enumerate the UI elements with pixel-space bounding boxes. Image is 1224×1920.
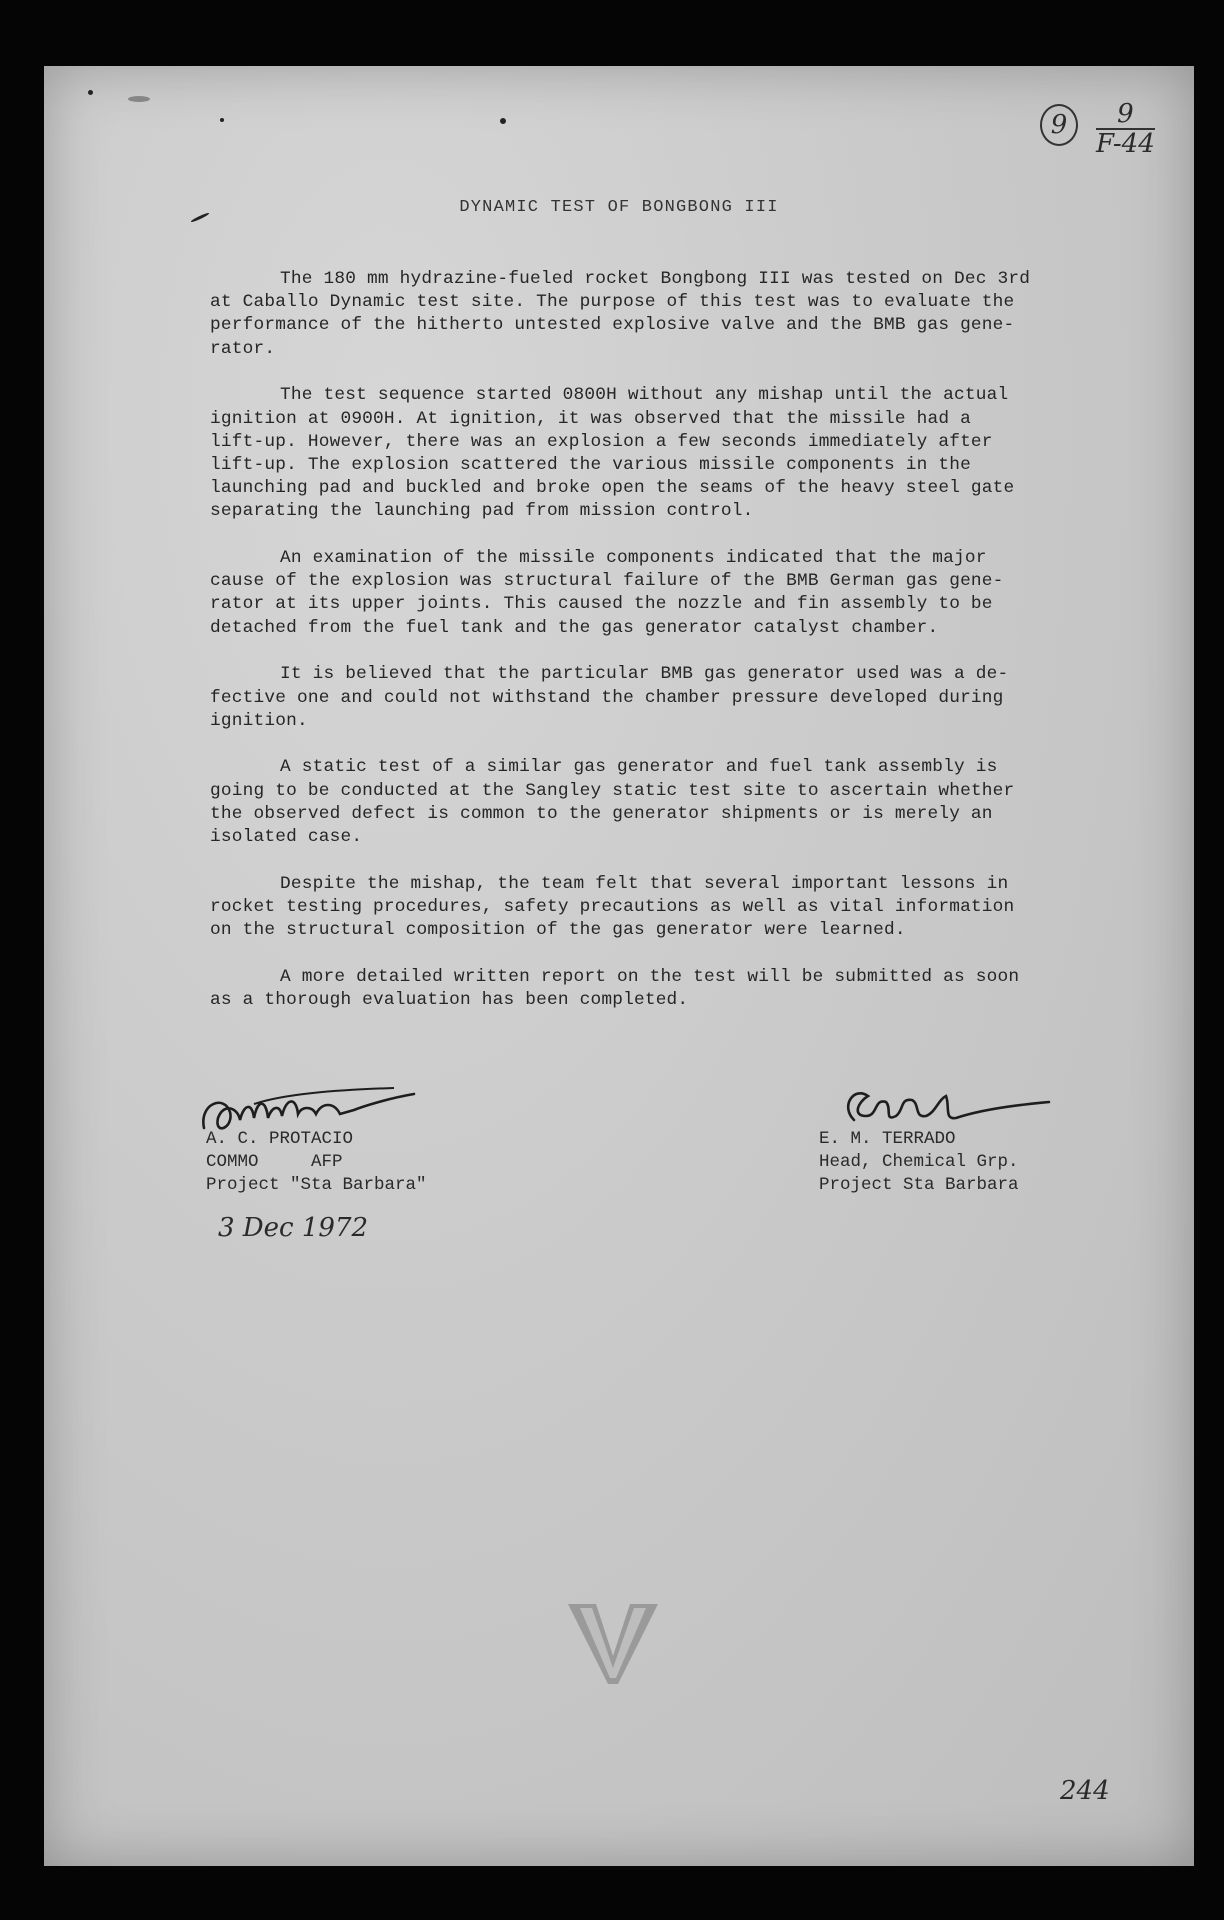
paragraph-1: The 180 mm hydrazine-fueled rocket Bongbong III was tested on Dec 3rd at Caballo Dynamic test site. The purpose of this test was to evaluate the performance of the hitherto untested explosive valve and the BMB gas gene- rator. xyxy=(210,269,1031,359)
handwritten-date: 3 Dec 1972 xyxy=(218,1213,369,1243)
document-body xyxy=(210,268,1113,1036)
paragraph-4: It is believed that the particular BMB gas generator used was a de- fective one and could not withstand the chamber pressure developed during ignition. xyxy=(210,664,1009,731)
paragraph-5: A static test of a similar gas generator and fuel tank assembly is going to be conducted at the Sangley static test site to ascertain whether the observed defect is common to the generator shipments or is merely an isolated case. xyxy=(210,757,1015,848)
signatory-left-rank: COMMO AFP xyxy=(206,1152,343,1172)
scan-speck xyxy=(88,90,93,95)
folio-mark xyxy=(1096,100,1155,158)
page-number: 244 xyxy=(1060,1776,1110,1806)
folio-number: 9 xyxy=(1096,100,1155,130)
paragraph-7: A more detailed written report on the test will be submitted as soon as a thorough evaluation has been completed. xyxy=(210,966,1020,1011)
scan-speck xyxy=(128,96,150,102)
paragraph-2: The test sequence started 0800H without any mishap until the actual ignition at 0900H. At ignition, it was observed that the missile had a lift-up. However, there was an explosion a few seconds immediately after lift-up. The explosion scattered the various missile components in the launching pad and buckled and broke open the seams of the heavy steel gate separating the launching pad from mission control. xyxy=(210,385,1015,522)
paragraph-6: Despite the mishap, the team felt that several important lessons in rocket testing procedures, safety precautions as well as vital information on the structural composition of the gas generator were learned. xyxy=(210,873,1015,941)
signatory-right-project: Project Sta Barbara xyxy=(819,1175,1019,1195)
folio-code: F-44 xyxy=(1096,129,1155,159)
archive-v-logo-icon xyxy=(568,1604,658,1684)
signatory-left-project: Project "Sta Barbara" xyxy=(206,1175,427,1195)
document-page xyxy=(44,66,1194,1866)
signatory-right-position: Head, Chemical Grp. xyxy=(819,1152,1019,1172)
scan-speck xyxy=(220,118,224,122)
signatory-left xyxy=(206,1128,427,1197)
signatory-right xyxy=(819,1128,1019,1197)
document-title: DYNAMIC TEST OF BONGBONG III xyxy=(459,198,779,217)
circled-page-mark: 9 xyxy=(1040,104,1078,146)
scan-speck xyxy=(500,118,506,124)
signatory-left-name: A. C. PROTACIO xyxy=(206,1129,354,1149)
paragraph-3: An examination of the missile components indicated that the major cause of the explosion was structural failure of the BMB German gas gene- rator at its upper joints. This caused the nozzle and fin assembly to be detached from the fuel tank and the gas generator catalyst chamber. xyxy=(210,548,1004,638)
signatory-right-name: E. M. TERRADO xyxy=(819,1129,956,1149)
signature-right-icon xyxy=(834,1076,1064,1136)
